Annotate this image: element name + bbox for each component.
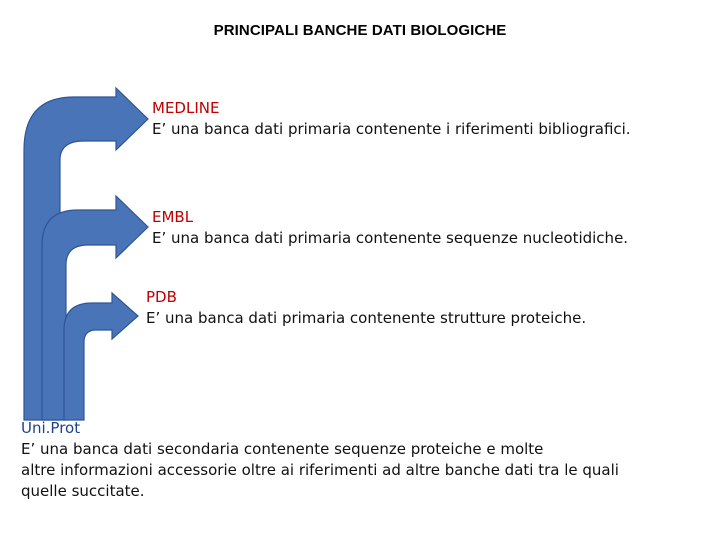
embl-description: E’ una banca dati primaria contenente sequenze nucleotidiche. xyxy=(152,229,629,247)
medline-entry xyxy=(152,98,631,140)
page-title: PRINCIPALI BANCHE DATI BIOLOGICHE xyxy=(213,22,507,39)
arrow-to-pdb xyxy=(64,293,138,420)
uniprot-name: Uni.Prot xyxy=(21,419,81,437)
pdb-description: E’ una banca dati primaria contenente strutture proteiche. xyxy=(146,309,587,327)
uniprot-description-line: altre informazioni accessorie oltre ai riferimenti ad altre banche dati tra le quali xyxy=(21,461,619,479)
medline-description: E’ una banca dati primaria contenente i riferimenti bibliografici. xyxy=(152,120,631,138)
embl-entry xyxy=(152,207,628,249)
uniprot-entry xyxy=(21,418,631,502)
uniprot-description-line: E’ una banca dati secondaria contenente sequenze proteiche e molte xyxy=(21,440,544,458)
embl-name: EMBL xyxy=(152,208,194,226)
uniprot-description-line: quelle succitate. xyxy=(21,482,145,500)
medline-name: MEDLINE xyxy=(152,99,220,117)
pdb-name: PDB xyxy=(146,288,177,306)
pdb-entry xyxy=(146,287,586,329)
